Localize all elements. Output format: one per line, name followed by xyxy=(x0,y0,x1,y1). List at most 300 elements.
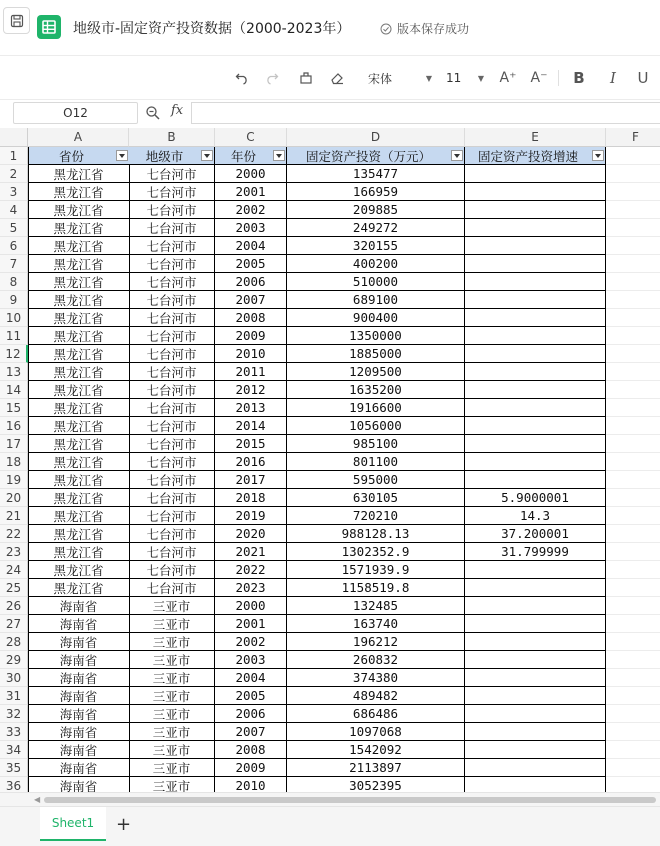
table-cell[interactable]: 37.200001 xyxy=(465,525,606,543)
filter-dropdown-icon[interactable] xyxy=(592,150,604,161)
table-cell[interactable]: 七台河市 xyxy=(129,255,215,273)
table-cell[interactable]: 2004 xyxy=(215,237,287,255)
table-cell[interactable]: 七台河市 xyxy=(129,435,215,453)
increase-font-button[interactable] xyxy=(498,67,518,89)
table-cell[interactable]: 黑龙江省 xyxy=(28,435,130,453)
table-cell[interactable] xyxy=(465,381,606,399)
table-cell[interactable] xyxy=(465,309,606,327)
table-cell[interactable] xyxy=(606,669,660,687)
table-cell[interactable]: 三亚市 xyxy=(129,759,215,777)
formula-input[interactable] xyxy=(191,102,660,124)
sheet-tab-sheet1[interactable]: Sheet1 xyxy=(40,807,106,841)
table-cell[interactable]: 132485 xyxy=(287,597,465,615)
table-cell[interactable]: 海南省 xyxy=(28,687,130,705)
table-cell[interactable]: 黑龙江省 xyxy=(28,201,130,219)
table-cell[interactable]: 2023 xyxy=(215,579,287,597)
save-status-text: 版本保存成功 xyxy=(397,22,470,36)
table-cell[interactable] xyxy=(606,777,660,792)
header-cell[interactable] xyxy=(287,147,465,165)
row-header[interactable]: 2 xyxy=(0,165,28,183)
table-cell[interactable] xyxy=(606,453,660,471)
table-cell[interactable]: 三亚市 xyxy=(129,687,215,705)
format-painter-button[interactable] xyxy=(296,67,316,89)
table-cell[interactable]: 黑龙江省 xyxy=(28,543,130,561)
table-cell[interactable] xyxy=(606,705,660,723)
table-cell[interactable]: 1571939.9 xyxy=(287,561,465,579)
table-cell[interactable]: 630105 xyxy=(287,489,465,507)
table-cell[interactable]: 1302352.9 xyxy=(287,543,465,561)
save-status xyxy=(380,20,469,37)
cell-reference-box[interactable]: O12 xyxy=(13,102,138,124)
table-cell[interactable]: 黑龙江省 xyxy=(28,291,130,309)
italic-button[interactable] xyxy=(604,67,622,89)
table-cell[interactable]: 2007 xyxy=(215,291,287,309)
table-cell[interactable] xyxy=(606,345,660,363)
table-cell[interactable]: 2006 xyxy=(215,705,287,723)
table-cell[interactable]: 2003 xyxy=(215,219,287,237)
table-cell[interactable] xyxy=(606,579,660,597)
table-cell[interactable]: 2000 xyxy=(215,597,287,615)
decrease-font-button[interactable] xyxy=(529,67,549,89)
table-cell[interactable]: 1350000 xyxy=(287,327,465,345)
table-cell[interactable]: 2020 xyxy=(215,525,287,543)
row-header[interactable]: 12 xyxy=(0,345,28,363)
table-cell[interactable] xyxy=(606,147,660,165)
table-cell[interactable] xyxy=(606,597,660,615)
table-cell[interactable]: 988128.13 xyxy=(287,525,465,543)
row-header[interactable]: 11 xyxy=(0,327,28,345)
row-header[interactable]: 21 xyxy=(0,507,28,525)
table-cell[interactable] xyxy=(606,255,660,273)
filter-dropdown-icon[interactable] xyxy=(116,150,128,161)
row-header[interactable]: 28 xyxy=(0,633,28,651)
table-cell[interactable]: 三亚市 xyxy=(129,777,215,792)
table-cell[interactable] xyxy=(606,201,660,219)
table-cell[interactable]: 5.9000001 xyxy=(465,489,606,507)
table-cell[interactable]: 2009 xyxy=(215,327,287,345)
table-cell[interactable]: 黑龙江省 xyxy=(28,471,130,489)
table-cell[interactable]: 黑龙江省 xyxy=(28,399,130,417)
table-cell[interactable] xyxy=(465,237,606,255)
filter-dropdown-icon[interactable] xyxy=(451,150,463,161)
table-cell[interactable]: 三亚市 xyxy=(129,633,215,651)
table-cell[interactable]: 2001 xyxy=(215,615,287,633)
table-cell[interactable]: 黑龙江省 xyxy=(28,417,130,435)
table-cell[interactable] xyxy=(465,345,606,363)
title-bar xyxy=(0,0,660,56)
table-cell[interactable]: 2016 xyxy=(215,453,287,471)
table-cell[interactable] xyxy=(465,561,606,579)
eraser-icon xyxy=(330,71,345,85)
table-cell[interactable] xyxy=(606,633,660,651)
table-cell[interactable]: 689100 xyxy=(287,291,465,309)
table-cell[interactable] xyxy=(606,165,660,183)
table-cell[interactable] xyxy=(465,273,606,291)
table-cell[interactable]: 166959 xyxy=(287,183,465,201)
table-cell[interactable]: 489482 xyxy=(287,687,465,705)
table-cell[interactable] xyxy=(606,237,660,255)
filter-dropdown-icon[interactable] xyxy=(201,150,213,161)
table-cell[interactable]: 七台河市 xyxy=(129,399,215,417)
table-cell[interactable]: 400200 xyxy=(287,255,465,273)
row-header[interactable]: 10 xyxy=(0,309,28,327)
save-button[interactable] xyxy=(3,7,30,34)
table-cell[interactable]: 海南省 xyxy=(28,777,130,792)
horizontal-scrollbar[interactable] xyxy=(0,792,660,806)
table-cell[interactable]: 595000 xyxy=(287,471,465,489)
row-header[interactable]: 4 xyxy=(0,201,28,219)
table-cell[interactable] xyxy=(465,453,606,471)
row-header[interactable]: 6 xyxy=(0,237,28,255)
table-cell[interactable]: 黑龙江省 xyxy=(28,219,130,237)
table-cell[interactable]: 260832 xyxy=(287,651,465,669)
table-cell[interactable]: 2010 xyxy=(215,345,287,363)
table-cell[interactable] xyxy=(606,327,660,345)
table-cell[interactable]: 2002 xyxy=(215,201,287,219)
table-cell[interactable]: 900400 xyxy=(287,309,465,327)
table-cell[interactable]: 2003 xyxy=(215,651,287,669)
table-cell[interactable]: 七台河市 xyxy=(129,237,215,255)
table-cell[interactable] xyxy=(465,399,606,417)
table-cell[interactable]: 海南省 xyxy=(28,669,130,687)
header-cell[interactable] xyxy=(28,147,130,165)
table-cell[interactable] xyxy=(606,759,660,777)
table-cell[interactable] xyxy=(606,525,660,543)
table-cell[interactable]: 七台河市 xyxy=(129,363,215,381)
font-family-value: 宋体 xyxy=(368,71,393,86)
table-cell[interactable]: 海南省 xyxy=(28,615,130,633)
table-cell[interactable]: 海南省 xyxy=(28,651,130,669)
table-cell[interactable]: 三亚市 xyxy=(129,723,215,741)
table-cell[interactable]: 海南省 xyxy=(28,633,130,651)
table-cell[interactable]: 七台河市 xyxy=(129,201,215,219)
table-cell[interactable]: 七台河市 xyxy=(129,579,215,597)
table-cell[interactable]: 三亚市 xyxy=(129,705,215,723)
table-cell[interactable]: 2007 xyxy=(215,723,287,741)
row-header[interactable]: 9 xyxy=(0,291,28,309)
table-cell[interactable]: 374380 xyxy=(287,669,465,687)
table-cell[interactable] xyxy=(606,309,660,327)
table-cell[interactable]: 2017 xyxy=(215,471,287,489)
table-cell[interactable] xyxy=(465,777,606,792)
table-cell[interactable]: 七台河市 xyxy=(129,165,215,183)
row-header[interactable]: 20 xyxy=(0,489,28,507)
table-cell[interactable]: 黑龙江省 xyxy=(28,525,130,543)
table-cell[interactable] xyxy=(606,291,660,309)
decrease-font-icon: A⁻ xyxy=(530,70,548,86)
table-cell[interactable]: 2009 xyxy=(215,759,287,777)
table-cell[interactable] xyxy=(465,201,606,219)
table-cell[interactable]: 黑龙江省 xyxy=(28,327,130,345)
table-cell[interactable] xyxy=(606,399,660,417)
row-header[interactable]: 25 xyxy=(0,579,28,597)
row-header[interactable]: 30 xyxy=(0,669,28,687)
table-cell[interactable]: 黑龙江省 xyxy=(28,309,130,327)
table-cell[interactable] xyxy=(606,363,660,381)
header-cell-label: 固定资产投资增速 xyxy=(477,148,578,164)
table-cell[interactable] xyxy=(606,651,660,669)
table-cell[interactable]: 七台河市 xyxy=(129,345,215,363)
row-header[interactable]: 3 xyxy=(0,183,28,201)
table-cell[interactable]: 985100 xyxy=(287,435,465,453)
row-header[interactable]: 24 xyxy=(0,561,28,579)
table-cell[interactable]: 1158519.8 xyxy=(287,579,465,597)
header-cell[interactable] xyxy=(465,147,606,165)
row-header[interactable]: 29 xyxy=(0,651,28,669)
bold-button[interactable] xyxy=(570,67,588,89)
table-cell[interactable]: 196212 xyxy=(287,633,465,651)
table-cell[interactable] xyxy=(606,741,660,759)
sheet-grid[interactable] xyxy=(0,128,660,792)
table-cell[interactable]: 黑龙江省 xyxy=(28,255,130,273)
table-cell[interactable]: 510000 xyxy=(287,273,465,291)
table-cell[interactable]: 七台河市 xyxy=(129,471,215,489)
table-cell[interactable]: 2002 xyxy=(215,633,287,651)
column-header-e[interactable]: E xyxy=(465,128,606,147)
table-cell[interactable]: 海南省 xyxy=(28,741,130,759)
table-cell[interactable] xyxy=(465,435,606,453)
table-cell[interactable]: 31.799999 xyxy=(465,543,606,561)
document-title[interactable]: 地级市-固定资产投资数据（2000-2023年） xyxy=(73,21,351,37)
table-cell[interactable]: 七台河市 xyxy=(129,327,215,345)
table-cell[interactable] xyxy=(465,759,606,777)
table-cell[interactable]: 3052395 xyxy=(287,777,465,792)
table-cell[interactable]: 海南省 xyxy=(28,759,130,777)
table-cell[interactable] xyxy=(465,633,606,651)
table-cell[interactable]: 2001 xyxy=(215,183,287,201)
table-cell[interactable]: 七台河市 xyxy=(129,219,215,237)
header-cell-label: 固定资产投资（万元） xyxy=(305,148,431,164)
chevron-down-icon: ▼ xyxy=(425,73,432,83)
table-cell[interactable] xyxy=(606,435,660,453)
column-header-c[interactable]: C xyxy=(215,128,287,147)
table-cell[interactable]: 2113897 xyxy=(287,759,465,777)
table-cell[interactable] xyxy=(606,561,660,579)
table-cell[interactable]: 2010 xyxy=(215,777,287,792)
underline-button[interactable] xyxy=(634,67,652,89)
table-cell[interactable]: 七台河市 xyxy=(129,183,215,201)
table-cell[interactable]: 三亚市 xyxy=(129,651,215,669)
table-cell[interactable]: 686486 xyxy=(287,705,465,723)
table-cell[interactable] xyxy=(465,687,606,705)
table-cell[interactable] xyxy=(465,723,606,741)
table-cell[interactable]: 2011 xyxy=(215,363,287,381)
table-cell[interactable] xyxy=(465,615,606,633)
table-cell[interactable]: 黑龙江省 xyxy=(28,561,130,579)
table-cell[interactable] xyxy=(465,327,606,345)
table-cell[interactable] xyxy=(465,579,606,597)
table-cell[interactable]: 黑龙江省 xyxy=(28,381,130,399)
table-cell[interactable]: 1056000 xyxy=(287,417,465,435)
table-cell[interactable]: 2021 xyxy=(215,543,287,561)
zoom-icon[interactable] xyxy=(145,105,161,121)
row-header[interactable]: 34 xyxy=(0,741,28,759)
table-cell[interactable]: 七台河市 xyxy=(129,453,215,471)
table-cell[interactable]: 2019 xyxy=(215,507,287,525)
table-cell[interactable]: 320155 xyxy=(287,237,465,255)
undo-button[interactable] xyxy=(232,67,252,89)
table-cell[interactable]: 海南省 xyxy=(28,597,130,615)
font-size-select[interactable] xyxy=(442,66,488,90)
row-header[interactable]: 26 xyxy=(0,597,28,615)
table-cell[interactable]: 黑龙江省 xyxy=(28,453,130,471)
table-cell[interactable]: 七台河市 xyxy=(129,543,215,561)
table-cell[interactable] xyxy=(606,183,660,201)
table-cell[interactable] xyxy=(465,363,606,381)
table-cell[interactable]: 135477 xyxy=(287,165,465,183)
table-cell[interactable]: 2004 xyxy=(215,669,287,687)
table-cell[interactable]: 七台河市 xyxy=(129,273,215,291)
table-cell[interactable] xyxy=(465,471,606,489)
row-header[interactable]: 36 xyxy=(0,777,28,792)
table-cell[interactable] xyxy=(606,489,660,507)
table-cell[interactable]: 七台河市 xyxy=(129,381,215,399)
table-cell[interactable]: 801100 xyxy=(287,453,465,471)
table-cell[interactable]: 249272 xyxy=(287,219,465,237)
row-header[interactable]: 27 xyxy=(0,615,28,633)
row-header[interactable]: 31 xyxy=(0,687,28,705)
table-cell[interactable] xyxy=(465,291,606,309)
table-cell[interactable]: 海南省 xyxy=(28,705,130,723)
table-cell[interactable]: 黑龙江省 xyxy=(28,363,130,381)
row-header[interactable]: 18 xyxy=(0,453,28,471)
table-cell[interactable] xyxy=(606,381,660,399)
table-cell[interactable] xyxy=(606,417,660,435)
header-cell-label: 省份 xyxy=(58,148,84,164)
table-cell[interactable]: 黑龙江省 xyxy=(28,345,130,363)
table-cell[interactable]: 1885000 xyxy=(287,345,465,363)
table-cell[interactable]: 黑龙江省 xyxy=(28,579,130,597)
table-cell[interactable] xyxy=(465,255,606,273)
row-header[interactable]: 5 xyxy=(0,219,28,237)
table-cell[interactable]: 2018 xyxy=(215,489,287,507)
table-cell[interactable] xyxy=(465,669,606,687)
table-cell[interactable]: 三亚市 xyxy=(129,597,215,615)
table-cell[interactable] xyxy=(465,417,606,435)
scrollbar-thumb[interactable] xyxy=(44,797,656,803)
table-cell[interactable]: 黑龙江省 xyxy=(28,489,130,507)
table-cell[interactable]: 209885 xyxy=(287,201,465,219)
table-cell[interactable]: 三亚市 xyxy=(129,669,215,687)
table-cell[interactable]: 黑龙江省 xyxy=(28,165,130,183)
table-cell[interactable] xyxy=(465,597,606,615)
row-header[interactable]: 8 xyxy=(0,273,28,291)
table-cell[interactable]: 14.3 xyxy=(465,507,606,525)
table-cell[interactable]: 七台河市 xyxy=(129,417,215,435)
table-cell[interactable]: 七台河市 xyxy=(129,309,215,327)
table-cell[interactable] xyxy=(465,705,606,723)
table-cell[interactable]: 720210 xyxy=(287,507,465,525)
table-cell[interactable] xyxy=(465,651,606,669)
table-cell[interactable] xyxy=(465,219,606,237)
table-cell[interactable]: 七台河市 xyxy=(129,507,215,525)
table-cell[interactable]: 2006 xyxy=(215,273,287,291)
table-cell[interactable]: 2008 xyxy=(215,741,287,759)
table-cell[interactable]: 2008 xyxy=(215,309,287,327)
filter-dropdown-icon[interactable] xyxy=(273,150,285,161)
row-header[interactable]: 7 xyxy=(0,255,28,273)
row-header[interactable]: 17 xyxy=(0,435,28,453)
redo-button[interactable] xyxy=(262,67,282,89)
row-header[interactable]: 22 xyxy=(0,525,28,543)
table-cell[interactable]: 黑龙江省 xyxy=(28,183,130,201)
chevron-down-icon: ▼ xyxy=(477,73,484,83)
table-cell[interactable] xyxy=(606,273,660,291)
table-cell[interactable]: 黑龙江省 xyxy=(28,237,130,255)
table-cell[interactable]: 三亚市 xyxy=(129,741,215,759)
row-header[interactable]: 1 xyxy=(0,147,28,165)
table-cell[interactable] xyxy=(606,219,660,237)
table-cell[interactable]: 2012 xyxy=(215,381,287,399)
row-header[interactable]: 35 xyxy=(0,759,28,777)
row-header[interactable]: 13 xyxy=(0,363,28,381)
row-header[interactable]: 32 xyxy=(0,705,28,723)
column-header-f[interactable]: F xyxy=(606,128,660,147)
column-header-b[interactable]: B xyxy=(129,128,215,147)
header-cell[interactable] xyxy=(129,147,215,165)
table-cell[interactable] xyxy=(606,471,660,489)
table-cell[interactable]: 2013 xyxy=(215,399,287,417)
function-icon[interactable]: fx xyxy=(171,103,184,118)
table-cell[interactable]: 1209500 xyxy=(287,363,465,381)
table-cell[interactable] xyxy=(606,507,660,525)
table-cell[interactable]: 1097068 xyxy=(287,723,465,741)
column-header-d[interactable]: D xyxy=(287,128,465,147)
table-cell[interactable] xyxy=(606,687,660,705)
table-cell[interactable]: 2000 xyxy=(215,165,287,183)
table-cell[interactable]: 七台河市 xyxy=(129,489,215,507)
table-cell[interactable]: 七台河市 xyxy=(129,291,215,309)
row-header[interactable]: 33 xyxy=(0,723,28,741)
table-cell[interactable]: 黑龙江省 xyxy=(28,273,130,291)
row-header[interactable]: 19 xyxy=(0,471,28,489)
table-cell[interactable] xyxy=(606,615,660,633)
table-cell[interactable]: 1635200 xyxy=(287,381,465,399)
table-cell[interactable]: 七台河市 xyxy=(129,561,215,579)
table-cell[interactable]: 海南省 xyxy=(28,723,130,741)
select-all-corner[interactable] xyxy=(0,128,28,147)
header-cell[interactable] xyxy=(215,147,287,165)
table-cell[interactable]: 1916600 xyxy=(287,399,465,417)
sheets-logo-icon xyxy=(37,15,61,39)
font-family-select[interactable] xyxy=(362,66,436,90)
row-header[interactable]: 23 xyxy=(0,543,28,561)
table-cell[interactable]: 163740 xyxy=(287,615,465,633)
table-cell[interactable]: 2022 xyxy=(215,561,287,579)
table-cell[interactable] xyxy=(465,741,606,759)
table-cell[interactable]: 黑龙江省 xyxy=(28,507,130,525)
row-header[interactable]: 14 xyxy=(0,381,28,399)
column-header-a[interactable]: A xyxy=(28,128,129,147)
table-cell[interactable] xyxy=(465,165,606,183)
row-header[interactable]: 16 xyxy=(0,417,28,435)
table-cell[interactable]: 1542092 xyxy=(287,741,465,759)
add-sheet-icon[interactable]: + xyxy=(116,814,132,835)
table-cell[interactable] xyxy=(606,723,660,741)
table-cell[interactable] xyxy=(465,183,606,201)
table-cell[interactable] xyxy=(606,543,660,561)
table-cell[interactable]: 2014 xyxy=(215,417,287,435)
clear-format-button[interactable] xyxy=(327,67,347,89)
table-cell[interactable]: 2005 xyxy=(215,687,287,705)
toolbar-divider xyxy=(558,70,559,86)
table-cell[interactable]: 2005 xyxy=(215,255,287,273)
table-cell[interactable]: 三亚市 xyxy=(129,615,215,633)
table-cell[interactable]: 2015 xyxy=(215,435,287,453)
scroll-left-icon[interactable]: ◀ xyxy=(34,795,41,804)
row-header[interactable]: 15 xyxy=(0,399,28,417)
table-cell[interactable]: 七台河市 xyxy=(129,525,215,543)
